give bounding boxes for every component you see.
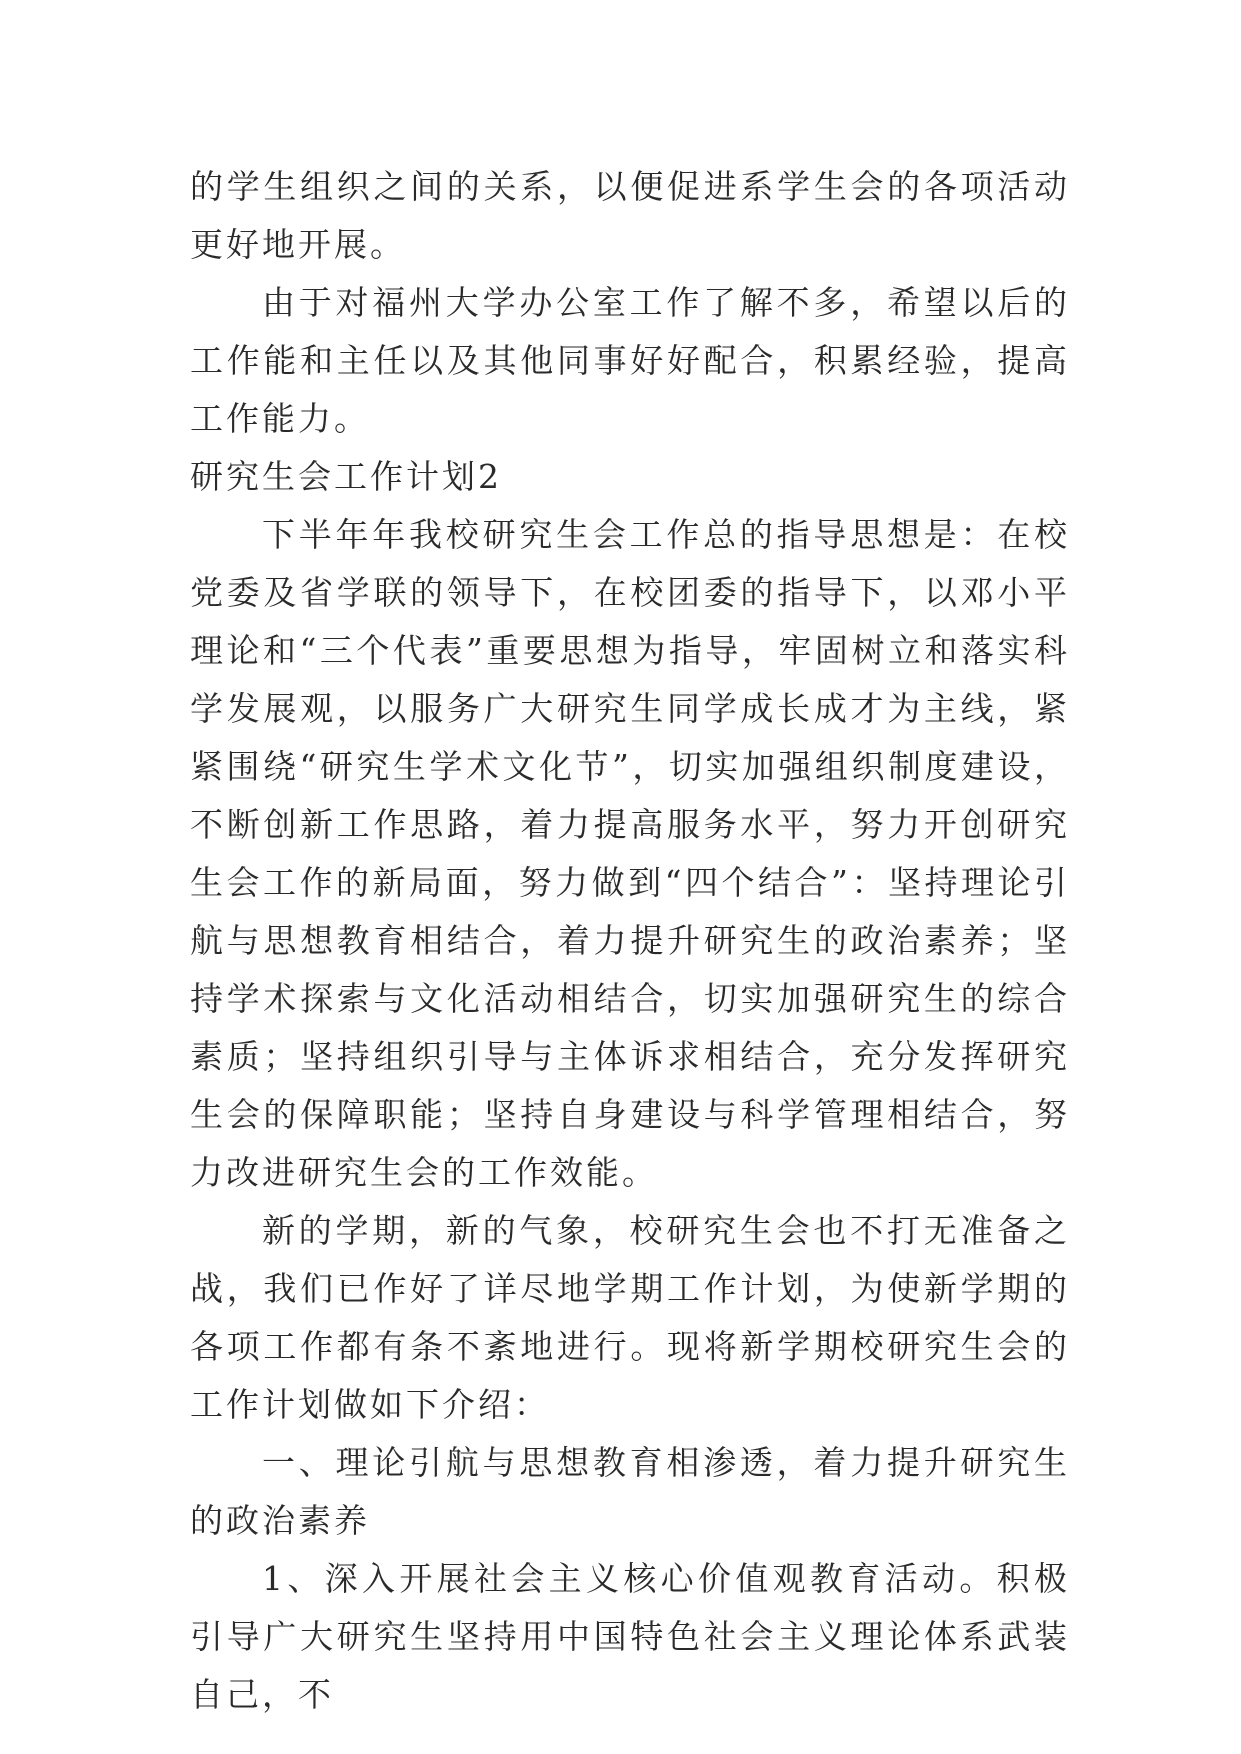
paragraph-item-one: 1、深入开展社会主义核心价值观教育活动。积极引导广大研究生坚持用中国特色社会主义理论体系武装自己，不 xyxy=(190,1559,1070,1714)
paragraph-guiding-thought: 下半年年我校研究生会工作总的指导思想是：在校党委及省学联的领导下，在校团委的指导下，以邓小平理论和“三个代表”重要思想为指导，牢固树立和落实科学发展观，以服务广大研究生同学成长成才为主线，紧紧围绕“研究生学术文化节”，切实加强组织制度建设，不断创新工作思路，着力提高服务水平，努力开创研究生会工作的新局面，努力做到“四个结合”：坚持理论引航与思想教育相结合，着力提升研究生的政治素养；坚持学术探索与文化活动相结合，切实加强研究生的综合素质；坚持组织引导与主体诉求相结合，充分发挥研究生会的保障职能；坚持自身建设与科学管理相结合，努力改进研究生会的工作效能。 xyxy=(190,515,1070,1192)
document-body xyxy=(190,158,1070,1724)
section-title: 研究生会工作计划2 xyxy=(190,457,502,496)
paragraph-office-work: 由于对福州大学办公室工作了解不多，希望以后的工作能和主任以及其他同事好好配合，积累经验，提高工作能力。 xyxy=(190,283,1070,438)
paragraph-continuation: 的学生组织之间的关系，以便促进系学生会的各项活动更好地开展。 xyxy=(190,167,1070,264)
paragraph-heading-one: 一、理论引航与思想教育相渗透，着力提升研究生的政治素养 xyxy=(190,1443,1070,1540)
paragraph-new-semester: 新的学期，新的气象，校研究生会也不打无准备之战，我们已作好了详尽地学期工作计划，为使新学期的各项工作都有条不紊地进行。现将新学期校研究生会的工作计划做如下介绍： xyxy=(190,1211,1070,1424)
